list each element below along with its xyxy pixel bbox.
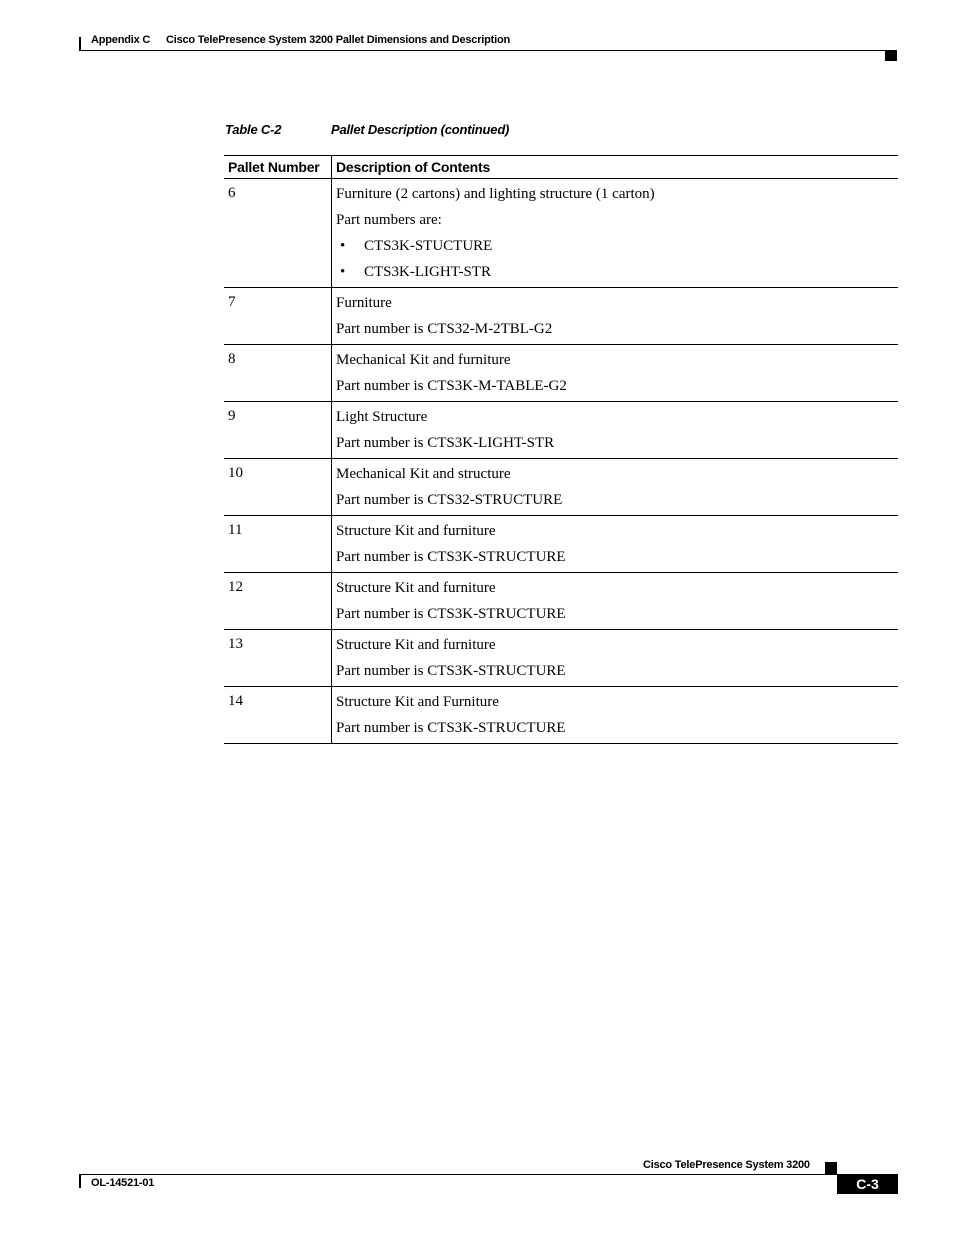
header-appendix: Appendix C (91, 34, 151, 46)
table-row (224, 687, 898, 744)
description-cell (332, 402, 898, 458)
description-cell (332, 459, 898, 515)
bullet-item (336, 263, 898, 282)
pallet-number-cell: 11 (224, 516, 332, 572)
description-line: Furniture (336, 295, 392, 311)
table-row (224, 179, 898, 288)
description-line: Structure Kit and furniture (336, 580, 496, 596)
bullet-icon: • (340, 238, 346, 254)
pallet-description-table (224, 155, 898, 744)
description-line: Part numbers are: (336, 212, 442, 228)
footer-doc-id: OL-14521-01 (91, 1177, 155, 1189)
pallet-number-cell: 7 (224, 288, 332, 344)
header-block (885, 51, 897, 61)
pallet-number-cell: 10 (224, 459, 332, 515)
table-row (224, 345, 898, 402)
description-line: Part number is CTS3K-M-TABLE-G2 (336, 378, 567, 394)
table-row (224, 573, 898, 630)
description-line: Mechanical Kit and structure (336, 466, 511, 482)
table-row (224, 630, 898, 687)
header-description: Description of Contents (336, 159, 491, 175)
footer-block (825, 1162, 837, 1174)
description-cell (332, 630, 898, 686)
page-number: C-3 (837, 1174, 898, 1194)
pallet-number-cell: 9 (224, 402, 332, 458)
table-header-row (224, 156, 898, 179)
description-line: Structure Kit and Furniture (336, 694, 499, 710)
pallet-number-cell: 12 (224, 573, 332, 629)
header-pallet-number: Pallet Number (224, 156, 332, 178)
bullet-icon: • (340, 264, 346, 280)
description-line: Mechanical Kit and furniture (336, 352, 511, 368)
pallet-number-cell: 14 (224, 687, 332, 743)
table-caption-text: Pallet Description (continued) (331, 122, 510, 137)
description-line: Part number is CTS3K-STRUCTURE (336, 720, 566, 736)
table-row (224, 288, 898, 345)
header-title: Cisco TelePresence System 3200 Pallet Dimensions and Description (166, 34, 511, 46)
footer-system-name: Cisco TelePresence System 3200 (643, 1159, 810, 1171)
description-cell (332, 288, 898, 344)
description-line: Structure Kit and furniture (336, 523, 496, 539)
description-line: Furniture (2 cartons) and lighting structure (1 carton) (336, 186, 655, 202)
description-line: Part number is CTS3K-STRUCTURE (336, 663, 566, 679)
footer-tick (79, 1174, 81, 1188)
pallet-number-cell: 13 (224, 630, 332, 686)
bullet-text: CTS3K-STUCTURE (364, 238, 493, 254)
description-cell (332, 573, 898, 629)
description-line: Structure Kit and furniture (336, 637, 496, 653)
pallet-number-cell: 8 (224, 345, 332, 401)
footer-rule (79, 1174, 839, 1175)
table-row (224, 402, 898, 459)
header-tick (79, 37, 81, 51)
description-cell (332, 345, 898, 401)
description-line: Part number is CTS32-M-2TBL-G2 (336, 321, 553, 337)
table-caption-label: Table C-2 (225, 122, 282, 137)
pallet-number-cell: 6 (224, 179, 332, 287)
table-row (224, 516, 898, 573)
bullet-item (336, 237, 898, 256)
description-cell (332, 516, 898, 572)
description-line: Part number is CTS3K-LIGHT-STR (336, 435, 555, 451)
description-cell (332, 687, 898, 743)
table-row (224, 459, 898, 516)
bullet-text: CTS3K-LIGHT-STR (364, 264, 491, 280)
description-line: Part number is CTS3K-STRUCTURE (336, 606, 566, 622)
description-cell (332, 179, 898, 287)
description-line: Part number is CTS32-STRUCTURE (336, 492, 563, 508)
description-line: Part number is CTS3K-STRUCTURE (336, 549, 566, 565)
description-line: Light Structure (336, 409, 428, 425)
header-rule (79, 50, 897, 51)
